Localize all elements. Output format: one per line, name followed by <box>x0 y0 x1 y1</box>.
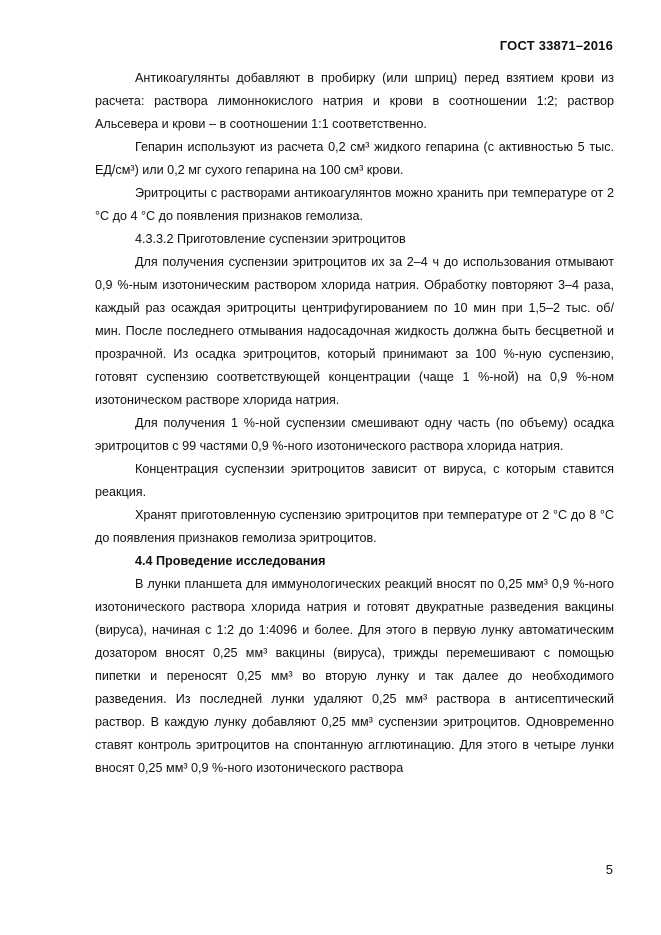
paragraph-heparin: Гепарин используют из расчета 0,2 см³ жидкого гепарина (с активностью 5 тыс. ЕД/см³) или 0,2 мг сухого гепарина на 100 см³ крови. <box>95 140 614 177</box>
document-header <box>500 38 613 53</box>
paragraph-suspension-preparation: Для получения суспензии эритроцитов их за 2–4 ч до использования отмывают 0,9 %-ным изотоническим раствором хлорида натрия. Обработку повторяют 3–4 раза, каждый раз осаждая эритроциты центрифугированием по 10 мин при 1,5–2 тыс. об/мин. После последнего отмывания надосадочная жидкость должна быть бесцветной и прозрачной. Из осадка эритроцитов, который принимают за 100 %-ную суспензию, готовят суспензию соответствующей концентрации (чаще 1 %-ной) на 0,9 %-ном изотоническом растворе хлорида натрия. <box>95 255 614 407</box>
standard-number: ГОСТ 33871–2016 <box>499 38 613 53</box>
page-footer <box>606 862 613 877</box>
paragraph-erythrocyte-storage: Эритроциты с растворами антикоагулянтов можно хранить при температуре от 2 °С до 4 °С до появления признаков гемолиза. <box>95 186 614 223</box>
paragraph-procedure: В лунки планшета для иммунологических реакций вносят по 0,25 мм³ 0,9 %-ного изотонического раствора хлорида натрия и готовят двукратные разведения вакцины (вируса), начиная с 1:2 до 1:4096 и более. Для этого в первую лунку автоматическим дозатором вносят 0,25 мм³ вакцины (вируса), трижды перемешивают с помощью пипетки и переносят 0,25 мм³ во вторую лунку и так далее до необходимого разведения. Из последней лунки удаляют 0,25 мм³ раствора в антисептический раствор. В каждую лунку добавляют 0,25 мм³ суспензии эритроцитов. Одновременно ставят контроль эритроцитов на спонтанную агглютинацию. Для этого в четыре лунки вносят 0,25 мм³ 0,9 %-ного изотонического раствора <box>95 577 614 775</box>
section-heading-4-4: 4.4 Проведение исследования <box>135 554 326 568</box>
paragraph-suspension-storage: Хранят приготовленную суспензию эритроцитов при температуре от 2 °С до 8 °С до появления признаков гемолиза эритроцитов. <box>95 508 614 545</box>
paragraph-one-percent-suspension: Для получения 1 %-ной суспензии смешивают одну часть (по объему) осадка эритроцитов с 99 частями 0,9 %-ного изотонического раствора хлорида натрия. <box>95 416 614 453</box>
section-heading-4-3-3-2: 4.3.3.2 Приготовление суспензии эритроцитов <box>135 232 406 246</box>
page-body <box>95 67 614 780</box>
page-number: 5 <box>605 862 613 877</box>
paragraph-concentration: Концентрация суспензии эритроцитов зависит от вируса, с которым ставится реакция. <box>95 462 614 499</box>
paragraph-anticoagulants: Антикоагулянты добавляют в пробирку (или шприц) перед взятием крови из расчета: раствора лимоннокислого натрия и крови в соотношении 1:2; раствор Альсевера и крови – в соотношении 1:1 соответственно. <box>95 71 614 131</box>
